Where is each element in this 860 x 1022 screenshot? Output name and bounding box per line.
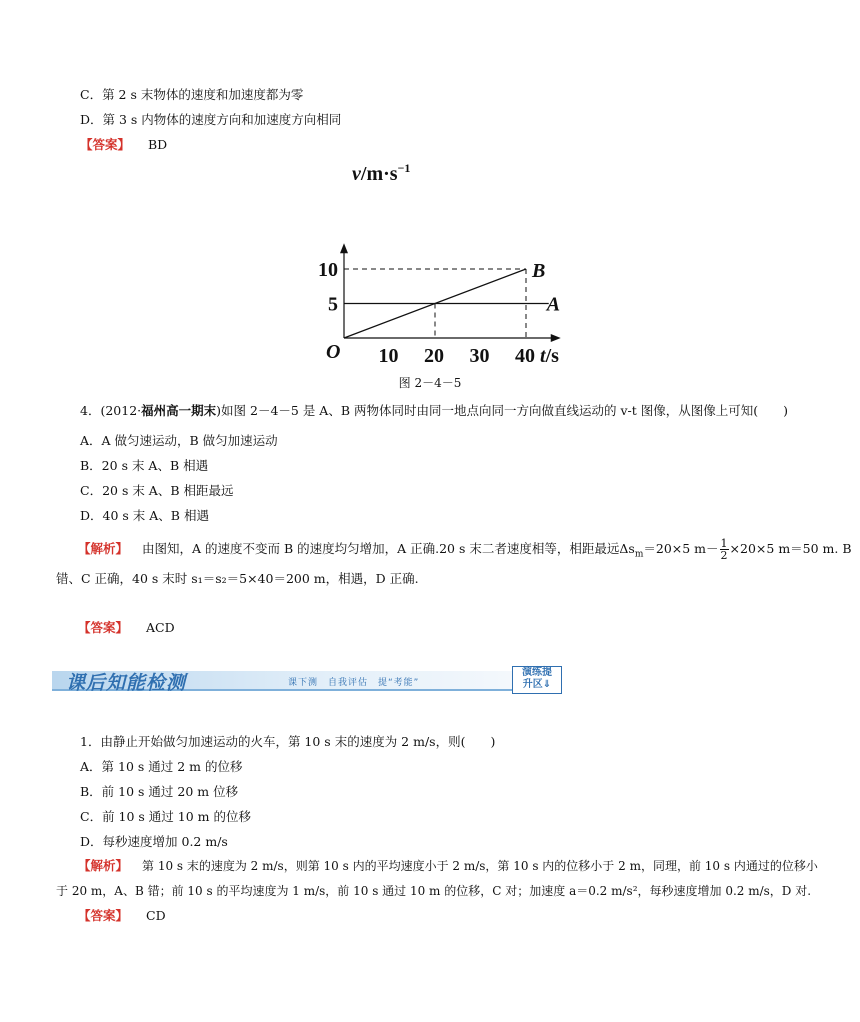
q3-answer [80,137,167,153]
fraction-numerator: 1 [720,537,728,550]
q4-analysis-line1 [78,538,852,563]
button-line1: 演练提 [522,667,552,678]
q4-analysis-part3: ×20×5 m＝50 m. B [729,541,852,556]
series-label-a: A [546,293,561,316]
q1-analysis-line2: 于 20 m，A、B 错；前 10 s 的平均速度为 1 m/s，前 10 s 通过 10 m 的位移，C 对；加速度 a＝0.2 m/s²，每秒速度增加 0.2 m/s，D 对. [56,884,812,898]
q4-stem-pre: 4．(2012· [80,403,142,418]
origin-label: O [326,341,341,363]
q1-analysis-line1 [78,858,818,874]
q4-stem [80,403,788,419]
y-tick-label-10: 10 [318,259,338,281]
q4-option-d: D．40 s 末 A、B 相遇 [80,508,209,523]
q1-option-b: B．前 10 s 通过 20 m 位移 [80,784,239,799]
figure-caption: 图 2－4－5 [398,376,462,390]
x-axis-title: t/s [540,345,559,367]
q4-stem-source: 福州高一期末 [141,403,217,418]
x-tick-label-20: 20 [424,345,444,367]
answer-tag: 【答案】 [78,620,129,635]
q4-analysis-line2: 错、C 正确，40 s 末时 s₁＝s₂＝5×40＝200 m，相遇，D 正确. [56,571,419,586]
button-line2: 升区⇓ [522,679,552,690]
x-axis-arrow [551,334,561,342]
banner-title: 课后知能检测 [66,672,187,694]
analysis-tag: 【解析】 [78,858,129,873]
answer-value: ACD [146,620,175,635]
x-tick-label-40: 40 [515,345,535,367]
analysis-tag: 【解析】 [78,541,129,556]
q4-option-c: C．20 s 末 A、B 相距最远 [80,483,234,498]
q1-option-c: C．前 10 s 通过 10 m 的位移 [80,809,251,824]
q4-analysis-part1: 由图知，A 的速度不变而 B 的速度均匀增加，A 正确.20 s 末二者速度相等，相距最远Δs [142,541,635,556]
y-tick-label-5: 5 [328,293,338,316]
vt-graph [300,160,600,370]
q1-analysis-text1: 第 10 s 末的速度为 2 m/s，则第 10 s 内的平均速度小于 2 m/s，第 10 s 内的位移小于 2 m，同理，前 10 s 内通过的位移小 [142,859,818,873]
q4-option-b: B．20 s 末 A、B 相遇 [80,458,209,473]
q4-analysis-part2: ＝20×5 m－ [643,541,719,556]
x-tick-label-30: 30 [469,345,490,367]
section-banner [52,666,564,694]
y-axis-arrow [340,243,348,253]
q1-option-d: D．每秒速度增加 0.2 m/s [80,834,228,849]
y-axis-title: $v/m\cdot s^{-1}$ [352,161,411,185]
q4-answer [78,620,175,636]
fraction [720,538,729,561]
answer-value: BD [148,137,168,152]
q1-answer [78,908,166,924]
fraction-denominator: 2 [720,549,728,562]
q1-option-a: A．第 10 s 通过 2 m 的位移 [80,759,243,774]
practice-zone-button[interactable] [512,666,562,694]
q4-stem-post: )如图 2－4－5 是 A、B 两物体同时由同一地点向同一方向做直线运动的 v-t 图像，从图像上可知( ) [216,403,788,418]
q4-option-a: A．A 做匀速运动，B 做匀加速运动 [80,433,278,448]
x-tick-label-10: 10 [378,345,399,367]
q4-analysis-sub: m [634,549,644,560]
q3-option-c: C．第 2 s 末物体的速度和加速度都为零 [80,87,304,102]
q1-stem: 1．由静止开始做匀加速运动的火车，第 10 s 末的速度为 2 m/s，则( ) [80,734,496,749]
series-label-b: B [532,260,546,282]
answer-tag: 【答案】 [78,908,129,923]
answer-tag: 【答案】 [80,137,131,152]
answer-value: CD [146,908,166,923]
q3-option-d: D．第 3 s 内物体的速度方向和加速度方向相同 [80,112,342,127]
banner-slogan: 课下测 自我评估 提“考能” [288,678,420,688]
